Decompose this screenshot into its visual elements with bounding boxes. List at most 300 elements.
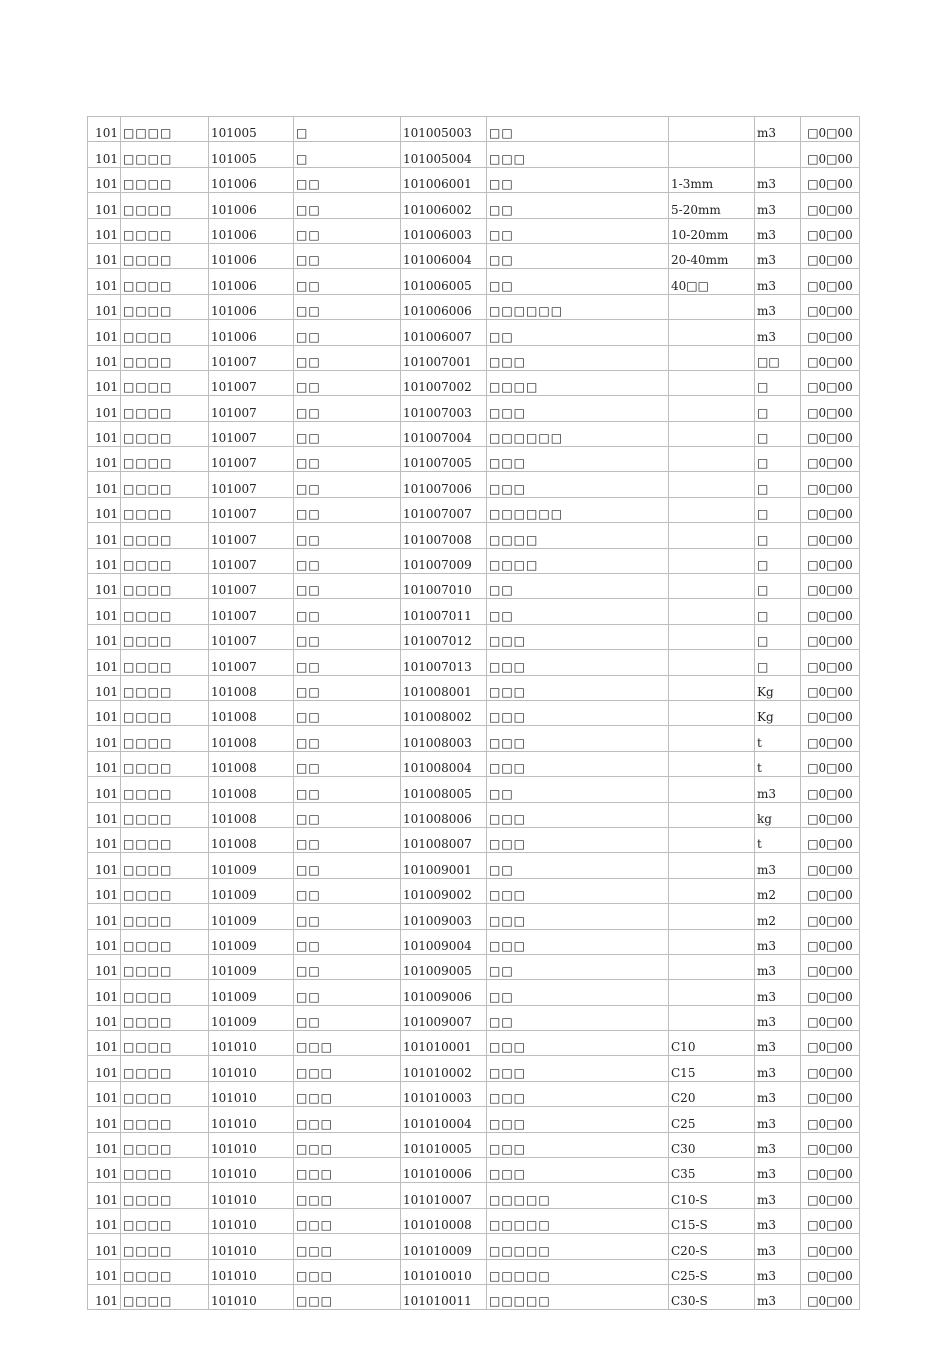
cell-category-code: 101	[88, 1158, 121, 1183]
cell-group-code: 101007	[209, 497, 294, 522]
cell-category-code: 101	[88, 599, 121, 624]
cell-item-name: □□□	[487, 929, 669, 954]
table-row	[88, 396, 860, 421]
cell-group-name: □□	[294, 294, 401, 319]
cell-category-name: □□□□	[121, 751, 209, 776]
cell-category-code: 101	[88, 1107, 121, 1132]
cell-item-code: 101010004	[401, 1107, 487, 1132]
cell-spec	[669, 497, 755, 522]
cell-unit: □	[755, 650, 801, 675]
cell-item-code: 101010003	[401, 1081, 487, 1106]
cell-unit: m3	[755, 320, 801, 345]
cell-item-code: 101008007	[401, 827, 487, 852]
cell-item-name: □□	[487, 1005, 669, 1030]
cell-unit: m3	[755, 980, 801, 1005]
cell-item-name: □□□□	[487, 370, 669, 395]
cell-item-name: □□□	[487, 726, 669, 751]
cell-item-name: □□□	[487, 878, 669, 903]
cell-spec: C10-S	[669, 1183, 755, 1208]
cell-price: □0□00	[801, 675, 860, 700]
cell-spec: C30	[669, 1132, 755, 1157]
cell-category-code: 101	[88, 726, 121, 751]
cell-unit: m3	[755, 777, 801, 802]
cell-item-name: □□□□	[487, 523, 669, 548]
cell-category-name: □□□□	[121, 802, 209, 827]
cell-group-code: 101010	[209, 1259, 294, 1284]
cell-spec	[669, 777, 755, 802]
cell-spec: C10	[669, 1031, 755, 1056]
cell-group-name: □□□	[294, 1284, 401, 1309]
cell-group-name: □□	[294, 447, 401, 472]
cell-spec	[669, 396, 755, 421]
cell-unit: m3	[755, 193, 801, 218]
cell-item-code: 101007013	[401, 650, 487, 675]
cell-price: □0□00	[801, 650, 860, 675]
cell-spec	[669, 980, 755, 1005]
cell-group-name: □	[294, 117, 401, 142]
cell-spec	[669, 548, 755, 573]
cell-category-code: 101	[88, 447, 121, 472]
cell-spec	[669, 117, 755, 142]
cell-category-code: 101	[88, 243, 121, 268]
cell-item-code: 101009004	[401, 929, 487, 954]
cell-category-name: □□□□	[121, 624, 209, 649]
cell-unit: m2	[755, 878, 801, 903]
cell-category-code: 101	[88, 320, 121, 345]
cell-spec: 5-20mm	[669, 193, 755, 218]
cell-group-name: □□□	[294, 1234, 401, 1259]
cell-spec: C20	[669, 1081, 755, 1106]
cell-spec	[669, 853, 755, 878]
cell-item-code: 101006001	[401, 167, 487, 192]
cell-category-code: 101	[88, 954, 121, 979]
cell-category-name: □□□□	[121, 1183, 209, 1208]
cell-category-name: □□□□	[121, 1031, 209, 1056]
cell-item-name: □□□	[487, 396, 669, 421]
cell-price: □0□00	[801, 700, 860, 725]
cell-category-name: □□□□	[121, 574, 209, 599]
cell-category-code: 101	[88, 421, 121, 446]
table-row	[88, 1081, 860, 1106]
cell-spec	[669, 574, 755, 599]
cell-price: □0□00	[801, 827, 860, 852]
cell-price: □0□00	[801, 396, 860, 421]
table-row	[88, 624, 860, 649]
cell-group-code: 101005	[209, 142, 294, 167]
cell-group-name: □□	[294, 370, 401, 395]
cell-category-code: 101	[88, 853, 121, 878]
cell-category-name: □□□□	[121, 294, 209, 319]
cell-price: □0□00	[801, 853, 860, 878]
cell-spec	[669, 904, 755, 929]
cell-category-name: □□□□	[121, 726, 209, 751]
cell-category-code: 101	[88, 1284, 121, 1309]
cell-item-name: □□□	[487, 142, 669, 167]
cell-group-name: □□	[294, 269, 401, 294]
table-row	[88, 1031, 860, 1056]
cell-group-name: □□	[294, 878, 401, 903]
cell-item-code: 101007007	[401, 497, 487, 522]
cell-price: □0□00	[801, 777, 860, 802]
cell-group-name: □□□	[294, 1132, 401, 1157]
cell-spec	[669, 294, 755, 319]
cell-group-name: □□	[294, 548, 401, 573]
cell-item-name: □□□	[487, 345, 669, 370]
cell-item-code: 101008001	[401, 675, 487, 700]
cell-group-code: 101009	[209, 904, 294, 929]
cell-item-code: 101006005	[401, 269, 487, 294]
cell-spec: C15-S	[669, 1208, 755, 1233]
table-row	[88, 1158, 860, 1183]
cell-group-code: 101006	[209, 269, 294, 294]
cell-category-name: □□□□	[121, 929, 209, 954]
table-row	[88, 447, 860, 472]
table-row	[88, 370, 860, 395]
cell-unit: □	[755, 396, 801, 421]
cell-group-name: □□	[294, 802, 401, 827]
table-row	[88, 269, 860, 294]
cell-category-code: 101	[88, 650, 121, 675]
cell-group-code: 101007	[209, 599, 294, 624]
cell-group-name: □□	[294, 345, 401, 370]
cell-group-code: 101010	[209, 1234, 294, 1259]
cell-spec: C15	[669, 1056, 755, 1081]
cell-category-name: □□□□	[121, 243, 209, 268]
cell-price: □0□00	[801, 472, 860, 497]
cell-spec	[669, 523, 755, 548]
table-row	[88, 574, 860, 599]
cell-item-name: □□	[487, 574, 669, 599]
table-row	[88, 1259, 860, 1284]
cell-item-code: 101006007	[401, 320, 487, 345]
cell-category-name: □□□□	[121, 523, 209, 548]
cell-item-code: 101006004	[401, 243, 487, 268]
cell-group-name: □□□	[294, 1056, 401, 1081]
cell-spec: C30-S	[669, 1284, 755, 1309]
cell-category-code: 101	[88, 1056, 121, 1081]
cell-category-code: 101	[88, 1031, 121, 1056]
cell-item-name: □□	[487, 167, 669, 192]
cell-group-name: □□	[294, 650, 401, 675]
table-row	[88, 345, 860, 370]
cell-group-code: 101007	[209, 650, 294, 675]
cell-unit: m3	[755, 117, 801, 142]
cell-category-name: □□□□	[121, 497, 209, 522]
cell-group-code: 101010	[209, 1158, 294, 1183]
cell-group-code: 101008	[209, 827, 294, 852]
cell-price: □0□00	[801, 1183, 860, 1208]
cell-category-code: 101	[88, 751, 121, 776]
cell-price: □0□00	[801, 167, 860, 192]
cell-item-name: □□□	[487, 1158, 669, 1183]
cell-category-name: □□□□	[121, 1132, 209, 1157]
table-row	[88, 1005, 860, 1030]
cell-group-name: □□□	[294, 1259, 401, 1284]
cell-item-code: 101010006	[401, 1158, 487, 1183]
cell-unit: □	[755, 472, 801, 497]
cell-price: □0□00	[801, 1031, 860, 1056]
table-row	[88, 675, 860, 700]
cell-category-code: 101	[88, 624, 121, 649]
cell-item-name: □□□	[487, 1031, 669, 1056]
cell-price: □0□00	[801, 243, 860, 268]
cell-item-name: □□□	[487, 447, 669, 472]
cell-category-code: 101	[88, 980, 121, 1005]
cell-group-name: □□	[294, 421, 401, 446]
cell-group-code: 101007	[209, 624, 294, 649]
cell-category-code: 101	[88, 1081, 121, 1106]
cell-group-name: □□	[294, 624, 401, 649]
cell-item-name: □□□□□	[487, 1208, 669, 1233]
cell-unit: kg	[755, 802, 801, 827]
cell-item-code: 101007003	[401, 396, 487, 421]
cell-item-name: □□□□□	[487, 1284, 669, 1309]
cell-item-name: □□□□□	[487, 1259, 669, 1284]
cell-item-code: 101007011	[401, 599, 487, 624]
cell-category-name: □□□□	[121, 117, 209, 142]
cell-item-name: □□□□□□	[487, 497, 669, 522]
cell-category-code: 101	[88, 574, 121, 599]
cell-item-code: 101010010	[401, 1259, 487, 1284]
cell-unit: m3	[755, 954, 801, 979]
cell-unit: m3	[755, 1081, 801, 1106]
cell-price: □0□00	[801, 117, 860, 142]
cell-group-code: 101007	[209, 472, 294, 497]
cell-unit: m3	[755, 269, 801, 294]
cell-unit: m2	[755, 904, 801, 929]
cell-group-code: 101008	[209, 675, 294, 700]
cell-item-code: 101007002	[401, 370, 487, 395]
cell-unit: m3	[755, 853, 801, 878]
cell-item-code: 101007005	[401, 447, 487, 472]
cell-item-name: □□□	[487, 751, 669, 776]
cell-price: □0□00	[801, 370, 860, 395]
cell-group-name: □□	[294, 167, 401, 192]
cell-price: □0□00	[801, 1107, 860, 1132]
cell-category-code: 101	[88, 472, 121, 497]
cell-unit: m3	[755, 1183, 801, 1208]
cell-category-name: □□□□	[121, 1284, 209, 1309]
cell-group-code: 101008	[209, 777, 294, 802]
cell-item-name: □□□	[487, 827, 669, 852]
cell-spec: 20-40mm	[669, 243, 755, 268]
cell-item-code: 101008006	[401, 802, 487, 827]
cell-price: □0□00	[801, 218, 860, 243]
cell-category-name: □□□□	[121, 777, 209, 802]
cell-group-code: 101008	[209, 751, 294, 776]
table-row	[88, 878, 860, 903]
cell-group-code: 101007	[209, 523, 294, 548]
cell-category-code: 101	[88, 1132, 121, 1157]
cell-price: □0□00	[801, 193, 860, 218]
cell-group-name: □□	[294, 929, 401, 954]
cell-item-name: □□□□□	[487, 1234, 669, 1259]
cell-price: □0□00	[801, 904, 860, 929]
cell-category-code: 101	[88, 802, 121, 827]
cell-spec	[669, 929, 755, 954]
cell-spec	[669, 827, 755, 852]
cell-item-code: 101007001	[401, 345, 487, 370]
cell-category-code: 101	[88, 167, 121, 192]
table-row	[88, 904, 860, 929]
cell-group-name: □□□	[294, 1081, 401, 1106]
cell-spec	[669, 142, 755, 167]
cell-item-name: □□□	[487, 1081, 669, 1106]
cell-item-code: 101007008	[401, 523, 487, 548]
cell-item-name: □□□□□	[487, 1183, 669, 1208]
cell-category-code: 101	[88, 904, 121, 929]
cell-price: □0□00	[801, 548, 860, 573]
cell-category-code: 101	[88, 345, 121, 370]
table-row	[88, 472, 860, 497]
table-row	[88, 929, 860, 954]
cell-group-code: 101006	[209, 320, 294, 345]
cell-group-name: □□	[294, 700, 401, 725]
cell-group-name: □□□	[294, 1107, 401, 1132]
cell-price: □0□00	[801, 294, 860, 319]
cell-group-name: □□	[294, 777, 401, 802]
cell-category-code: 101	[88, 1183, 121, 1208]
cell-unit	[755, 142, 801, 167]
cell-price: □0□00	[801, 1284, 860, 1309]
cell-item-code: 101008002	[401, 700, 487, 725]
cell-price: □0□00	[801, 751, 860, 776]
cell-price: □0□00	[801, 599, 860, 624]
cell-category-name: □□□□	[121, 167, 209, 192]
cell-price: □0□00	[801, 320, 860, 345]
cell-unit: □	[755, 497, 801, 522]
table-row	[88, 853, 860, 878]
cell-spec: 40□□	[669, 269, 755, 294]
cell-group-code: 101006	[209, 193, 294, 218]
cell-item-name: □□□	[487, 700, 669, 725]
cell-category-name: □□□□	[121, 827, 209, 852]
table-row	[88, 827, 860, 852]
cell-price: □0□00	[801, 1208, 860, 1233]
table-row	[88, 523, 860, 548]
cell-spec	[669, 675, 755, 700]
cell-item-name: □□	[487, 320, 669, 345]
cell-item-code: 101009001	[401, 853, 487, 878]
cell-category-code: 101	[88, 1234, 121, 1259]
cell-group-code: 101005	[209, 117, 294, 142]
cell-group-name: □□	[294, 1005, 401, 1030]
cell-category-name: □□□□	[121, 370, 209, 395]
cell-item-name: □□	[487, 599, 669, 624]
cell-category-name: □□□□	[121, 548, 209, 573]
table-row	[88, 954, 860, 979]
cell-group-code: 101010	[209, 1132, 294, 1157]
cell-item-code: 101010002	[401, 1056, 487, 1081]
cell-item-code: 101008005	[401, 777, 487, 802]
cell-item-name: □□□□□□	[487, 421, 669, 446]
cell-item-code: 101007004	[401, 421, 487, 446]
cell-unit: m3	[755, 1284, 801, 1309]
cell-category-name: □□□□	[121, 345, 209, 370]
cell-item-code: 101008004	[401, 751, 487, 776]
table-row	[88, 1284, 860, 1309]
cell-spec	[669, 878, 755, 903]
cell-spec	[669, 700, 755, 725]
cell-group-code: 101007	[209, 421, 294, 446]
cell-category-name: □□□□	[121, 320, 209, 345]
cell-spec	[669, 751, 755, 776]
table-row	[88, 1208, 860, 1233]
table-row	[88, 599, 860, 624]
cell-category-code: 101	[88, 523, 121, 548]
cell-price: □0□00	[801, 1259, 860, 1284]
cell-item-name: □□□	[487, 802, 669, 827]
cell-category-name: □□□□	[121, 599, 209, 624]
cell-price: □0□00	[801, 1081, 860, 1106]
cell-group-code: 101010	[209, 1081, 294, 1106]
table-row	[88, 497, 860, 522]
cell-category-name: □□□□	[121, 269, 209, 294]
cell-unit: □	[755, 574, 801, 599]
cell-item-code: 101005004	[401, 142, 487, 167]
cell-group-name: □□	[294, 574, 401, 599]
cell-unit: □	[755, 447, 801, 472]
cell-unit: □	[755, 548, 801, 573]
cell-item-code: 101007009	[401, 548, 487, 573]
cell-item-name: □□□	[487, 472, 669, 497]
cell-item-code: 101007006	[401, 472, 487, 497]
cell-group-code: 101010	[209, 1056, 294, 1081]
table-row	[88, 548, 860, 573]
cell-price: □0□00	[801, 878, 860, 903]
cell-category-code: 101	[88, 396, 121, 421]
cell-group-name: □□	[294, 396, 401, 421]
cell-price: □0□00	[801, 1132, 860, 1157]
cell-spec	[669, 345, 755, 370]
cell-category-code: 101	[88, 1259, 121, 1284]
cell-group-code: 101010	[209, 1031, 294, 1056]
cell-group-code: 101008	[209, 700, 294, 725]
cell-item-name: □□□	[487, 1056, 669, 1081]
cell-price: □0□00	[801, 1158, 860, 1183]
cell-price: □0□00	[801, 497, 860, 522]
cell-group-name: □□	[294, 853, 401, 878]
cell-category-name: □□□□	[121, 1107, 209, 1132]
table-body	[88, 117, 860, 1310]
cell-item-name: □□	[487, 777, 669, 802]
cell-unit: m3	[755, 1259, 801, 1284]
cell-category-code: 101	[88, 1005, 121, 1030]
cell-category-name: □□□□	[121, 904, 209, 929]
cell-group-name: □□	[294, 472, 401, 497]
cell-group-code: 101006	[209, 167, 294, 192]
cell-group-name: □□	[294, 827, 401, 852]
cell-category-code: 101	[88, 1208, 121, 1233]
cell-category-name: □□□□	[121, 1259, 209, 1284]
cell-group-name: □□□	[294, 1031, 401, 1056]
cell-category-code: 101	[88, 193, 121, 218]
cell-item-code: 101006002	[401, 193, 487, 218]
cell-price: □0□00	[801, 954, 860, 979]
cell-unit: m3	[755, 294, 801, 319]
cell-unit: m3	[755, 1031, 801, 1056]
cell-category-name: □□□□	[121, 1208, 209, 1233]
cell-unit: □□	[755, 345, 801, 370]
cell-item-name: □□	[487, 853, 669, 878]
cell-group-code: 101010	[209, 1284, 294, 1309]
cell-item-name: □□	[487, 218, 669, 243]
cell-price: □0□00	[801, 980, 860, 1005]
cell-spec	[669, 472, 755, 497]
table-row	[88, 218, 860, 243]
cell-unit: m3	[755, 1132, 801, 1157]
cell-group-code: 101010	[209, 1208, 294, 1233]
